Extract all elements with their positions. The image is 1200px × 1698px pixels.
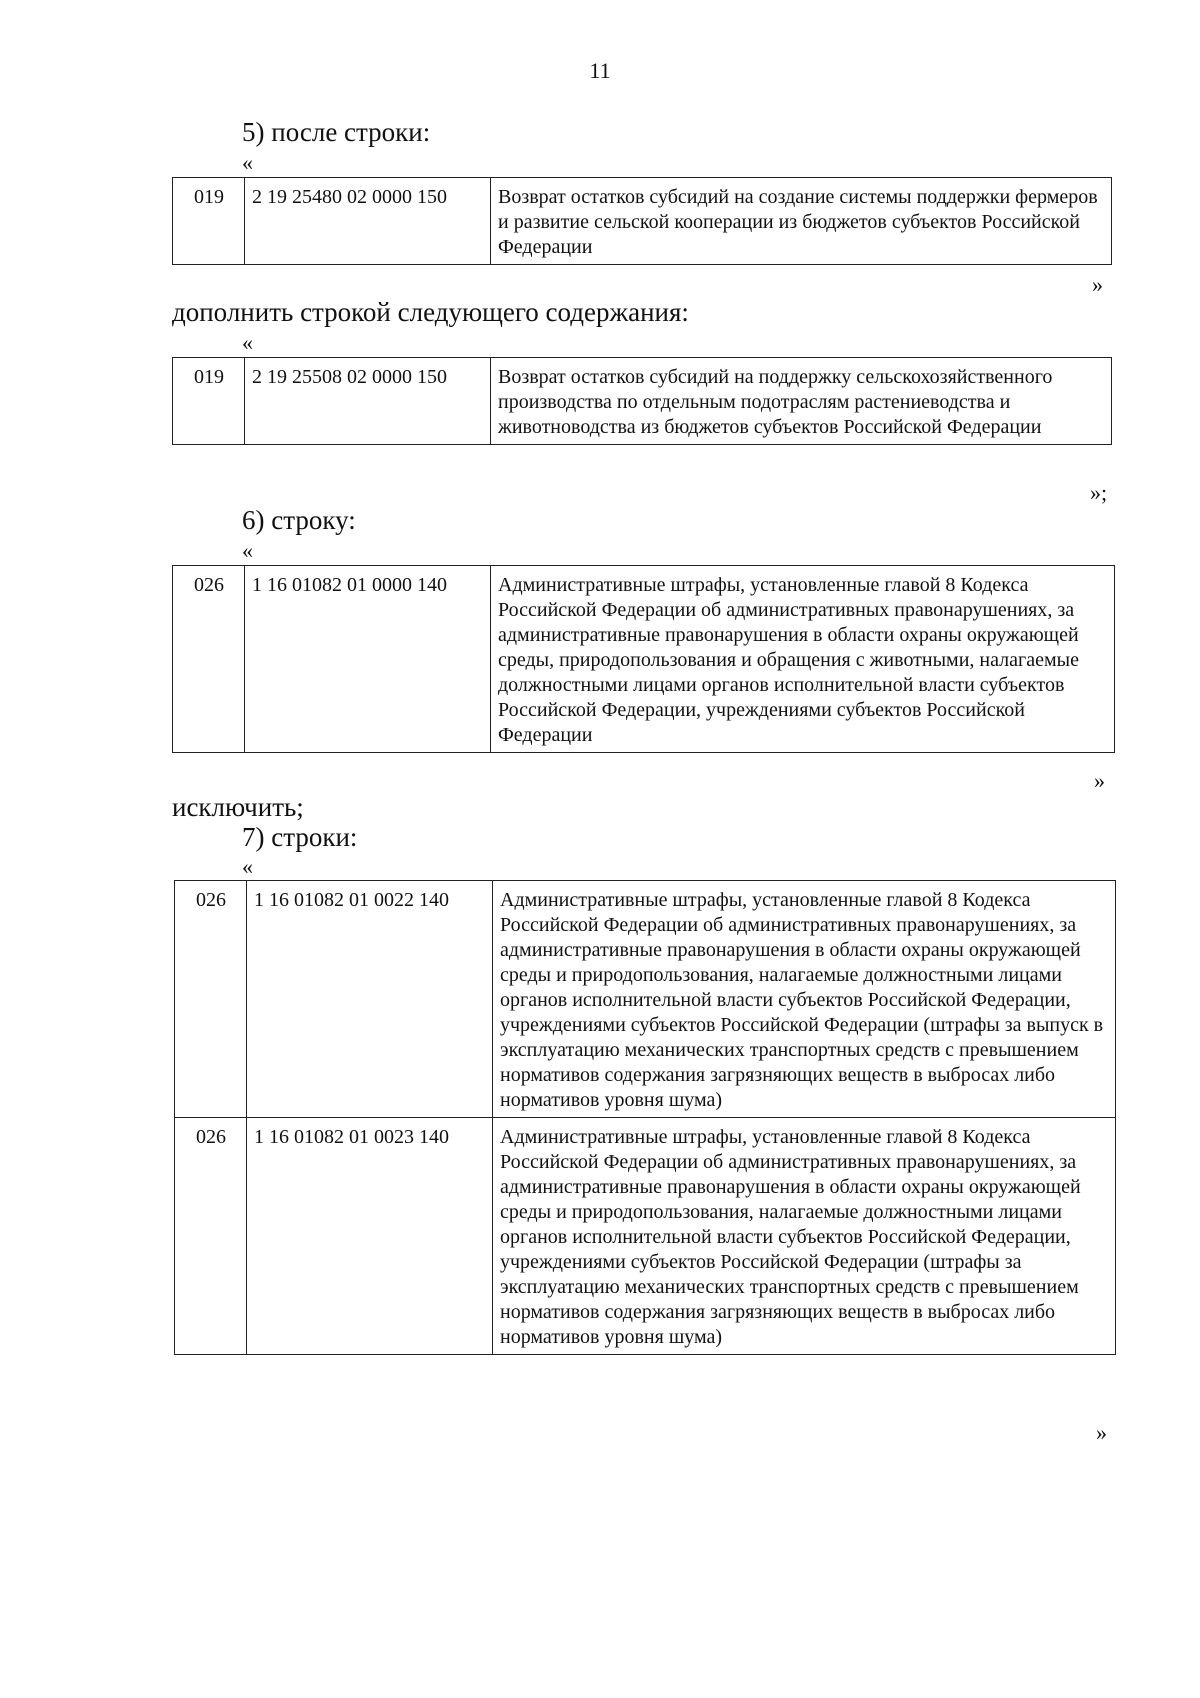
table-section7 [174,880,1116,1355]
open-quote: « [242,330,253,355]
row-kbk: 2 19 25480 02 0000 150 [245,178,491,265]
close-quote: » [1094,768,1105,793]
table-row [173,178,1112,265]
section5-heading: 5) после строки: [242,117,431,147]
table-supplement [172,357,1112,445]
open-quote: « [242,150,253,175]
row-text: Административные штрафы, установленные главой 8 Кодекса Российской Федерации об административных правонарушениях, за административные правонарушения в области охраны окружающей среды и природопользования, налагаемые должностными лицами органов исполнительной власти субъектов Российской Федерации, учреждениями субъектов Российской Федерации (штрафы за выпуск в эксплуатацию механических транспортных средств с превышением нормативов содержания загрязняющих веществ в выбросах либо нормативов уровня шума) [493,881,1116,1118]
row-kbk: 1 16 01082 01 0022 140 [247,881,493,1118]
table-row [173,566,1115,753]
row-code: 026 [173,566,245,753]
close-quote-semicolon: »; [1090,480,1108,505]
row-code: 026 [175,881,247,1118]
row-code: 019 [173,178,245,265]
section6-exclude: исключить; [172,792,304,822]
table-section5 [172,177,1112,265]
section6-heading: 6) строку: [242,505,356,535]
open-quote: « [242,854,253,879]
row-kbk: 1 16 01082 01 0023 140 [247,1118,493,1355]
close-quote: » [1096,1420,1107,1445]
table-row [175,881,1116,1118]
section7-heading: 7) строки: [242,822,358,852]
row-text: Административные штрафы, установленные главой 8 Кодекса Российской Федерации об административных правонарушениях, за административные правонарушения в области охраны окружающей среды и природопользования, налагаемые должностными лицами органов исполнительной власти субъектов Российской Федерации, учреждениями субъектов Российской Федерации (штрафы за эксплуатацию механических транспортных средств с превышением нормативов содержания загрязняющих веществ в выбросах либо нормативов уровня шума) [493,1118,1116,1355]
row-text: Возврат остатков субсидий на поддержку сельскохозяйственного производства по отдельным подотраслям растениеводства и животноводства из бюджетов субъектов Российской Федерации [491,358,1112,445]
row-code: 019 [173,358,245,445]
row-code: 026 [175,1118,247,1355]
table-row [173,358,1112,445]
row-kbk: 2 19 25508 02 0000 150 [245,358,491,445]
row-text: Административные штрафы, установленные главой 8 Кодекса Российской Федерации об административных правонарушениях, за административные правонарушения в области охраны окружающей среды, природопользования и обращения с животными, налагаемые должностными лицами органов исполнительной власти субъектов Российской Федерации, учреждениями субъектов Российской Федерации [491,566,1115,753]
row-kbk: 1 16 01082 01 0000 140 [245,566,491,753]
table-section6 [172,565,1115,753]
close-quote: » [1092,272,1103,297]
page-number: 11 [589,58,611,83]
supplement-heading: дополнить строкой следующего содержания: [172,297,689,327]
row-text: Возврат остатков субсидий на создание системы поддержки фермеров и развитие сельской кооперации из бюджетов субъектов Российской Федерации [491,178,1112,265]
table-row [175,1118,1116,1355]
open-quote: « [242,538,253,563]
